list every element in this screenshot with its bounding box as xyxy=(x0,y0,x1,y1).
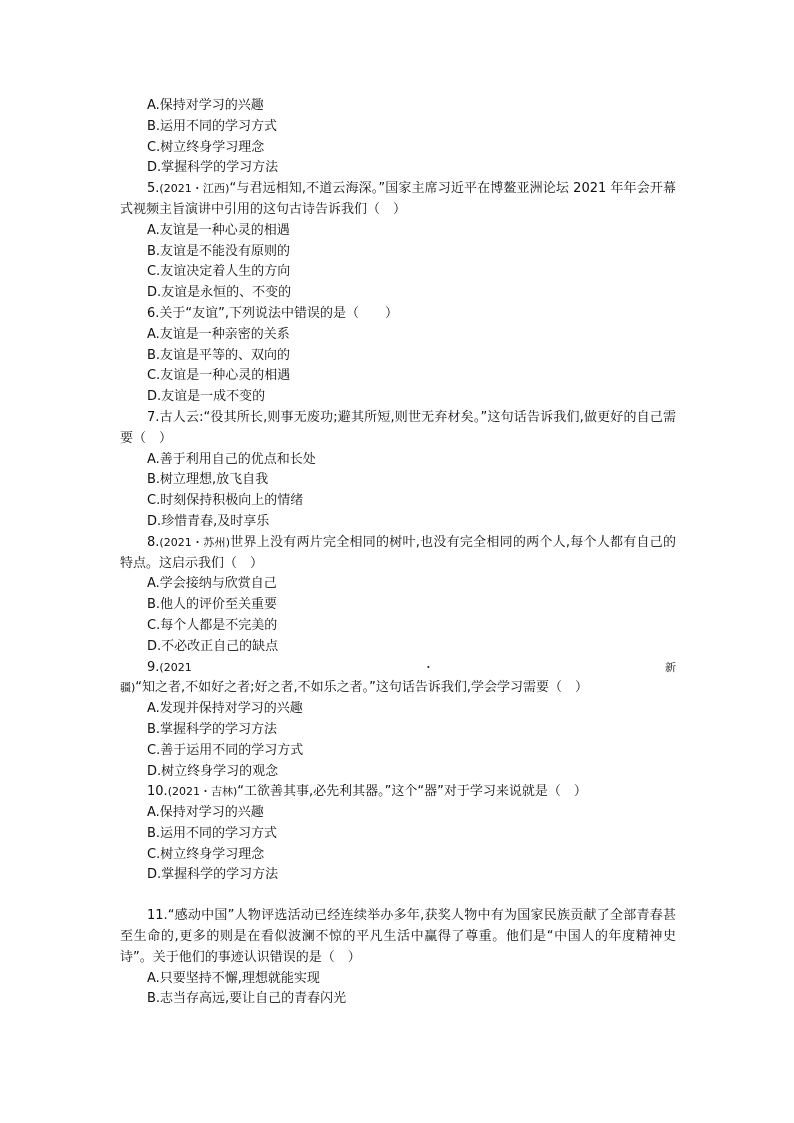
question-stem xyxy=(120,906,676,968)
option-c[interactable]: C.善于运用不同的学习方式 xyxy=(147,742,304,758)
question-10 xyxy=(120,782,676,886)
option-c[interactable]: C.每个人都是不完美的 xyxy=(147,617,278,633)
option-b[interactable]: B.友谊是平等的、双向的 xyxy=(147,347,291,363)
option-b[interactable]: B.掌握科学的学习方法 xyxy=(147,721,278,737)
option-b[interactable]: B.他人的评价至关重要 xyxy=(147,597,278,613)
option-d[interactable]: D.友谊是永恒的、不变的 xyxy=(147,285,292,301)
option-c[interactable]: C.树立终身学习理念 xyxy=(147,139,265,155)
question-stem xyxy=(120,408,676,450)
question-source: (2021・苏州) xyxy=(159,535,230,549)
question-text: “工欲善其事,必先利其器。”这个“器”对于学习来说就是（ ） xyxy=(237,784,587,800)
question-5 xyxy=(120,179,676,304)
option-c[interactable]: C.时刻保持积极向上的情绪 xyxy=(147,493,304,509)
question-block-continued xyxy=(120,96,676,179)
option-b[interactable]: B.志当存高远,要让自己的青春闪光 xyxy=(147,991,347,1007)
option-b[interactable]: B.运用不同的学习方式 xyxy=(147,825,278,841)
question-list xyxy=(120,96,676,1010)
question-text: 关于“友谊”,下列说法中错误的是（ ） xyxy=(159,305,399,321)
option-d[interactable]: D.友谊是一成不变的 xyxy=(147,389,266,405)
question-7 xyxy=(120,408,676,533)
option-a[interactable]: A.保持对学习的兴趣 xyxy=(147,805,264,821)
question-text: “感动中国”人物评选活动已经连续举办多年,获奖人物中有为国家民族贡献了全部青春甚至生命的,更多的则是在看似波澜不惊的平凡生活中赢得了尊重。他们是“中国人的年度精神史诗”。关于他们的事迹认识错误的是（ ） xyxy=(120,908,676,965)
option-d[interactable]: D.掌握科学的学习方法 xyxy=(147,160,279,176)
option-c[interactable]: C.友谊决定着人生的方向 xyxy=(147,264,291,280)
option-a[interactable]: A.学会接纳与欣赏自己 xyxy=(147,576,277,592)
blank-line xyxy=(120,886,676,906)
question-text: 古人云:“役其所长,则事无废功;避其所短,则世无弃材矣。”这句话告诉我们,做更好的自己需要（ ） xyxy=(120,409,676,446)
option-a[interactable]: A.友谊是一种心灵的相遇 xyxy=(147,222,290,238)
option-b[interactable]: B.运用不同的学习方式 xyxy=(147,118,278,134)
question-stem xyxy=(120,782,676,803)
question-number: 10. xyxy=(147,784,168,800)
option-c[interactable]: C.树立终身学习理念 xyxy=(147,846,265,862)
question-stem xyxy=(120,179,676,221)
option-a[interactable]: A.只要坚持不懈,理想就能实现 xyxy=(147,970,320,986)
question-text: “知之者,不如好之者;好之者,不如乐之者。”这句话告诉我们,学会学习需要（ ） xyxy=(135,680,589,696)
question-number: 6. xyxy=(147,305,160,321)
question-stem xyxy=(120,658,676,700)
option-c[interactable]: C.友谊是一种心灵的相遇 xyxy=(147,368,291,384)
question-stem xyxy=(120,304,676,325)
option-b[interactable]: B.友谊是不能没有原则的 xyxy=(147,243,291,259)
question-9 xyxy=(120,658,676,783)
option-d[interactable]: D.树立终身学习的观念 xyxy=(147,763,279,779)
question-11 xyxy=(120,906,676,1010)
question-8 xyxy=(120,533,676,658)
question-number: 11. xyxy=(147,908,168,924)
question-source: (2021・江西) xyxy=(159,182,230,196)
option-a[interactable]: A.善于利用自己的优点和长处 xyxy=(147,451,316,467)
option-a[interactable]: A.保持对学习的兴趣 xyxy=(147,98,264,113)
question-number: 7. xyxy=(147,409,160,425)
option-b[interactable]: B.树立理想,放飞自我 xyxy=(147,472,269,488)
question-stem xyxy=(120,533,676,575)
question-number: 5. xyxy=(147,181,160,197)
question-text: “与君远相知,不道云海深。”国家主席习近平在博鳌亚洲论坛 2021 年年会开幕式视频主旨演讲中引用的这句古诗告诉我们（ ） xyxy=(120,181,677,217)
option-a[interactable]: A.发现并保持对学习的兴趣 xyxy=(147,701,303,717)
option-d[interactable]: D.珍惜青春,及时享乐 xyxy=(147,513,270,529)
question-source: (2021・新疆) xyxy=(120,660,676,695)
question-number: 9. xyxy=(147,659,160,675)
option-d[interactable]: D.掌握科学的学习方法 xyxy=(147,867,279,883)
question-number: 8. xyxy=(147,534,160,550)
question-source: (2021・吉林) xyxy=(167,785,238,799)
question-text: 世界上没有两片完全相同的树叶,也没有完全相同的两个人,每个人都有自己的特点。这启示我们（ ） xyxy=(120,534,676,571)
question-6 xyxy=(120,304,676,408)
option-d[interactable]: D.不必改正自己的缺点 xyxy=(147,638,279,654)
option-a[interactable]: A.友谊是一种亲密的关系 xyxy=(147,326,290,342)
